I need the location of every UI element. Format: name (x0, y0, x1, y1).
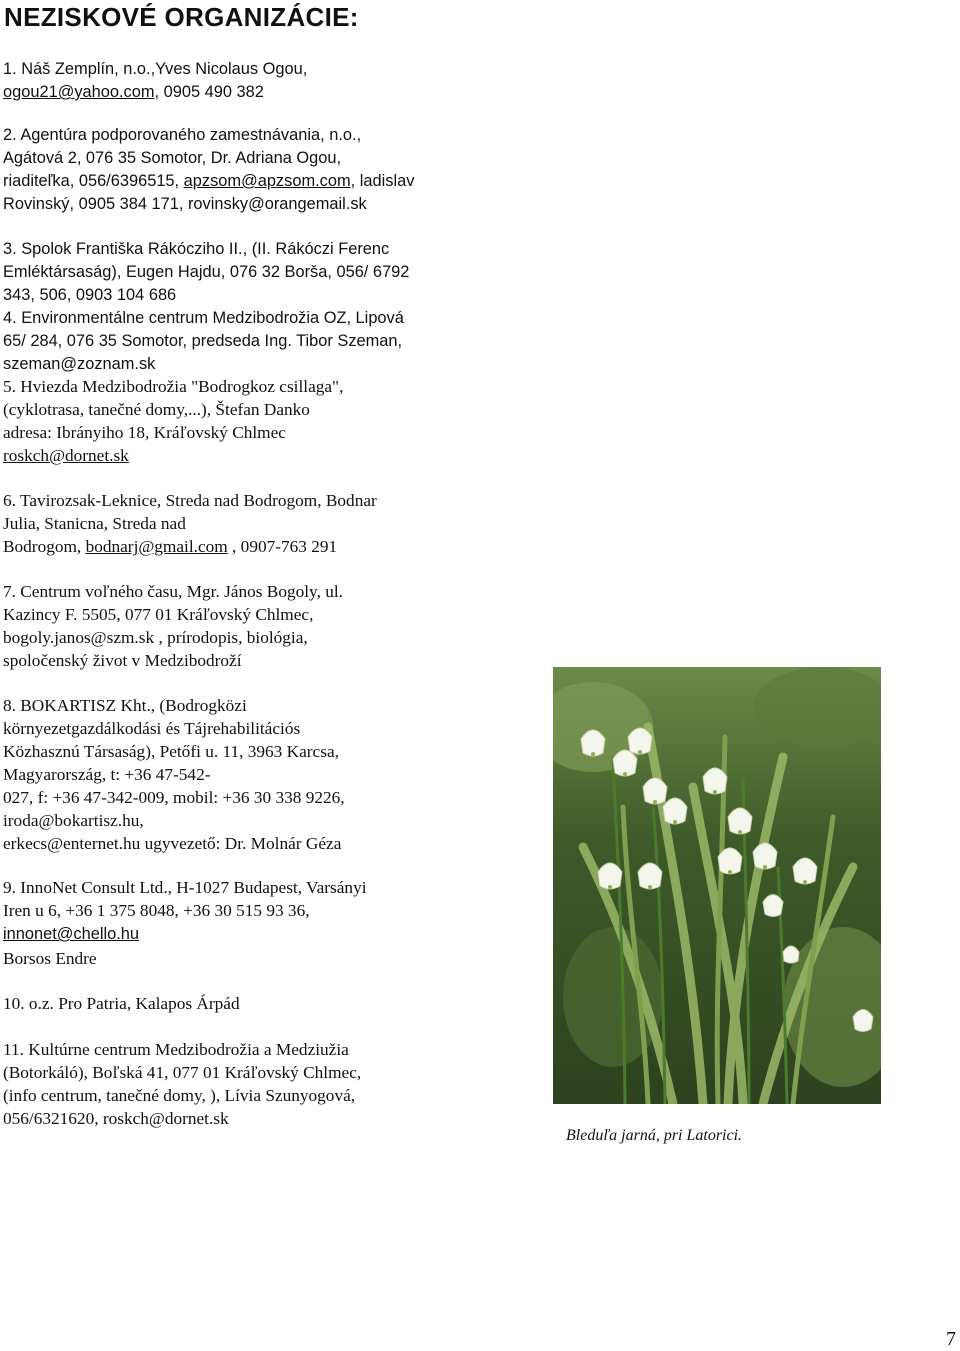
org-2-email-link[interactable]: apzsom@apzsom.com (183, 172, 351, 190)
org-6-line-1: 6. Tavirozsak-Leknice, Streda nad Bodrogom, Bodnar (3, 491, 377, 510)
org-7-line-1: 7. Centrum voľného času, Mgr. János Bogoly, ul. (3, 582, 343, 601)
flower-illustration (553, 667, 881, 1104)
org-8-line-2: környezetgazdálkodási és Tájrehabilitációs (3, 719, 301, 738)
org-8-line-7: erkecs@enternet.hu ugyvezető: Dr. Molnár Géza (3, 834, 342, 853)
org-7-line-2: Kazincy F. 5505, 077 01 Kráľovský Chlmec, (3, 605, 314, 624)
org-3-line-3: 343, 506, 0903 104 686 (3, 286, 177, 304)
org-2-line-4: Rovinský, 0905 384 171, rovinsky@orangemail.sk (3, 195, 367, 213)
org-9-line-2: Iren u 6, +36 1 375 8048, +36 30 515 93 36, (3, 901, 310, 920)
page-number: 7 (946, 1328, 956, 1350)
org-11-line-4: 056/6321620, roskch@dornet.sk (3, 1109, 229, 1128)
org-3-line-1: 3. Spolok Františka Rákócziho II., (II. Rákóczi Ferenc (3, 240, 390, 258)
org-5-email-link[interactable]: roskch@dornet.sk (3, 446, 129, 465)
org-5-line-3: adresa: Ibrányiho 18, Kráľovský Chlmec (3, 423, 286, 442)
org-2-line-3-text: riaditeľka, 056/6396515, (3, 172, 184, 190)
org-4-line-3: szeman@zoznam.sk (3, 355, 156, 373)
org-2-line-2: Agátová 2, 076 35 Somotor, Dr. Adriana Ogou, (3, 149, 342, 167)
org-9-line-4: Borsos Endre (3, 949, 97, 968)
org-5-line-1: 5. Hviezda Medzibodrožia "Bodrogkoz csillaga", (3, 377, 344, 396)
org-6-email-link[interactable]: bodnarj@gmail.com (85, 537, 228, 556)
org-6-line-3 (3, 536, 337, 558)
org-2-line-3-tail: , ladislav (350, 172, 415, 190)
org-2-line-1: 2. Agentúra podporovaného zamestnávania, n.o., (3, 126, 362, 144)
org-9-email-link[interactable]: innonet@chello.hu (3, 925, 140, 943)
flower-photo (553, 667, 881, 1104)
org-11-line-1: 11. Kultúrne centrum Medzibodrožia a Medziužia (3, 1040, 349, 1059)
org-6-line-2: Julia, Stanicna, Streda nad (3, 514, 186, 533)
org-1-line-2 (3, 81, 264, 103)
org-4-line-2: 65/ 284, 076 35 Somotor, predseda Ing. Tibor Szeman, (3, 332, 403, 350)
org-8-line-4: Magyarország, t: +36 47-542- (3, 765, 211, 784)
org-1-phone: , 0905 490 382 (154, 83, 264, 101)
org-8-line-5: 027, f: +36 47-342-009, mobil: +36 30 338 9226, (3, 788, 345, 807)
org-8-line-6: iroda@bokartisz.hu, (3, 811, 144, 830)
org-8-line-1: 8. BOKARTISZ Kht., (Bodrogközi (3, 696, 247, 715)
org-4-line-1: 4. Environmentálne centrum Medzibodrožia OZ, Lipová (3, 309, 404, 327)
org-6-line-3-text: Bodrogom, (3, 537, 86, 556)
org-3-line-2: Emléktársaság), Eugen Hajdu, 076 32 Borša, 056/ 6792 (3, 263, 410, 281)
org-6-phone: , 0907-763 291 (227, 537, 338, 556)
org-1-email-link[interactable]: ogou21@yahoo.com (3, 83, 155, 101)
org-8-line-3: Közhasznú Társaság), Petőfi u. 11, 3963 Karcsa, (3, 742, 339, 761)
page-heading: NEZISKOVÉ ORGANIZÁCIE: (4, 2, 359, 32)
org-2-line-3 (3, 170, 414, 192)
org-7-line-3: bogoly.janos@szm.sk , prírodopis, biológia, (3, 628, 308, 647)
org-1-line-1: 1. Náš Zemplín, n.o.,Yves Nicolaus Ogou, (3, 60, 308, 78)
org-11-line-2: (Botorkáló), Boľská 41, 077 01 Kráľovský Chlmec, (3, 1063, 362, 1082)
org-10-line-1: 10. o.z. Pro Patria, Kalapos Árpád (3, 994, 240, 1013)
org-11-line-3: (info centrum, tanečné domy, ), Lívia Szunyogová, (3, 1086, 356, 1105)
photo-caption: Bleduľa jarná, pri Latorici. (566, 1127, 743, 1144)
org-7-line-4: spoločenský život v Medzibodroží (3, 651, 242, 670)
org-5-line-2: (cyklotrasa, tanečné domy,...), Štefan Danko (3, 400, 310, 419)
org-9-line-1: 9. InnoNet Consult Ltd., H-1027 Budapest, Varsányi (3, 878, 367, 897)
